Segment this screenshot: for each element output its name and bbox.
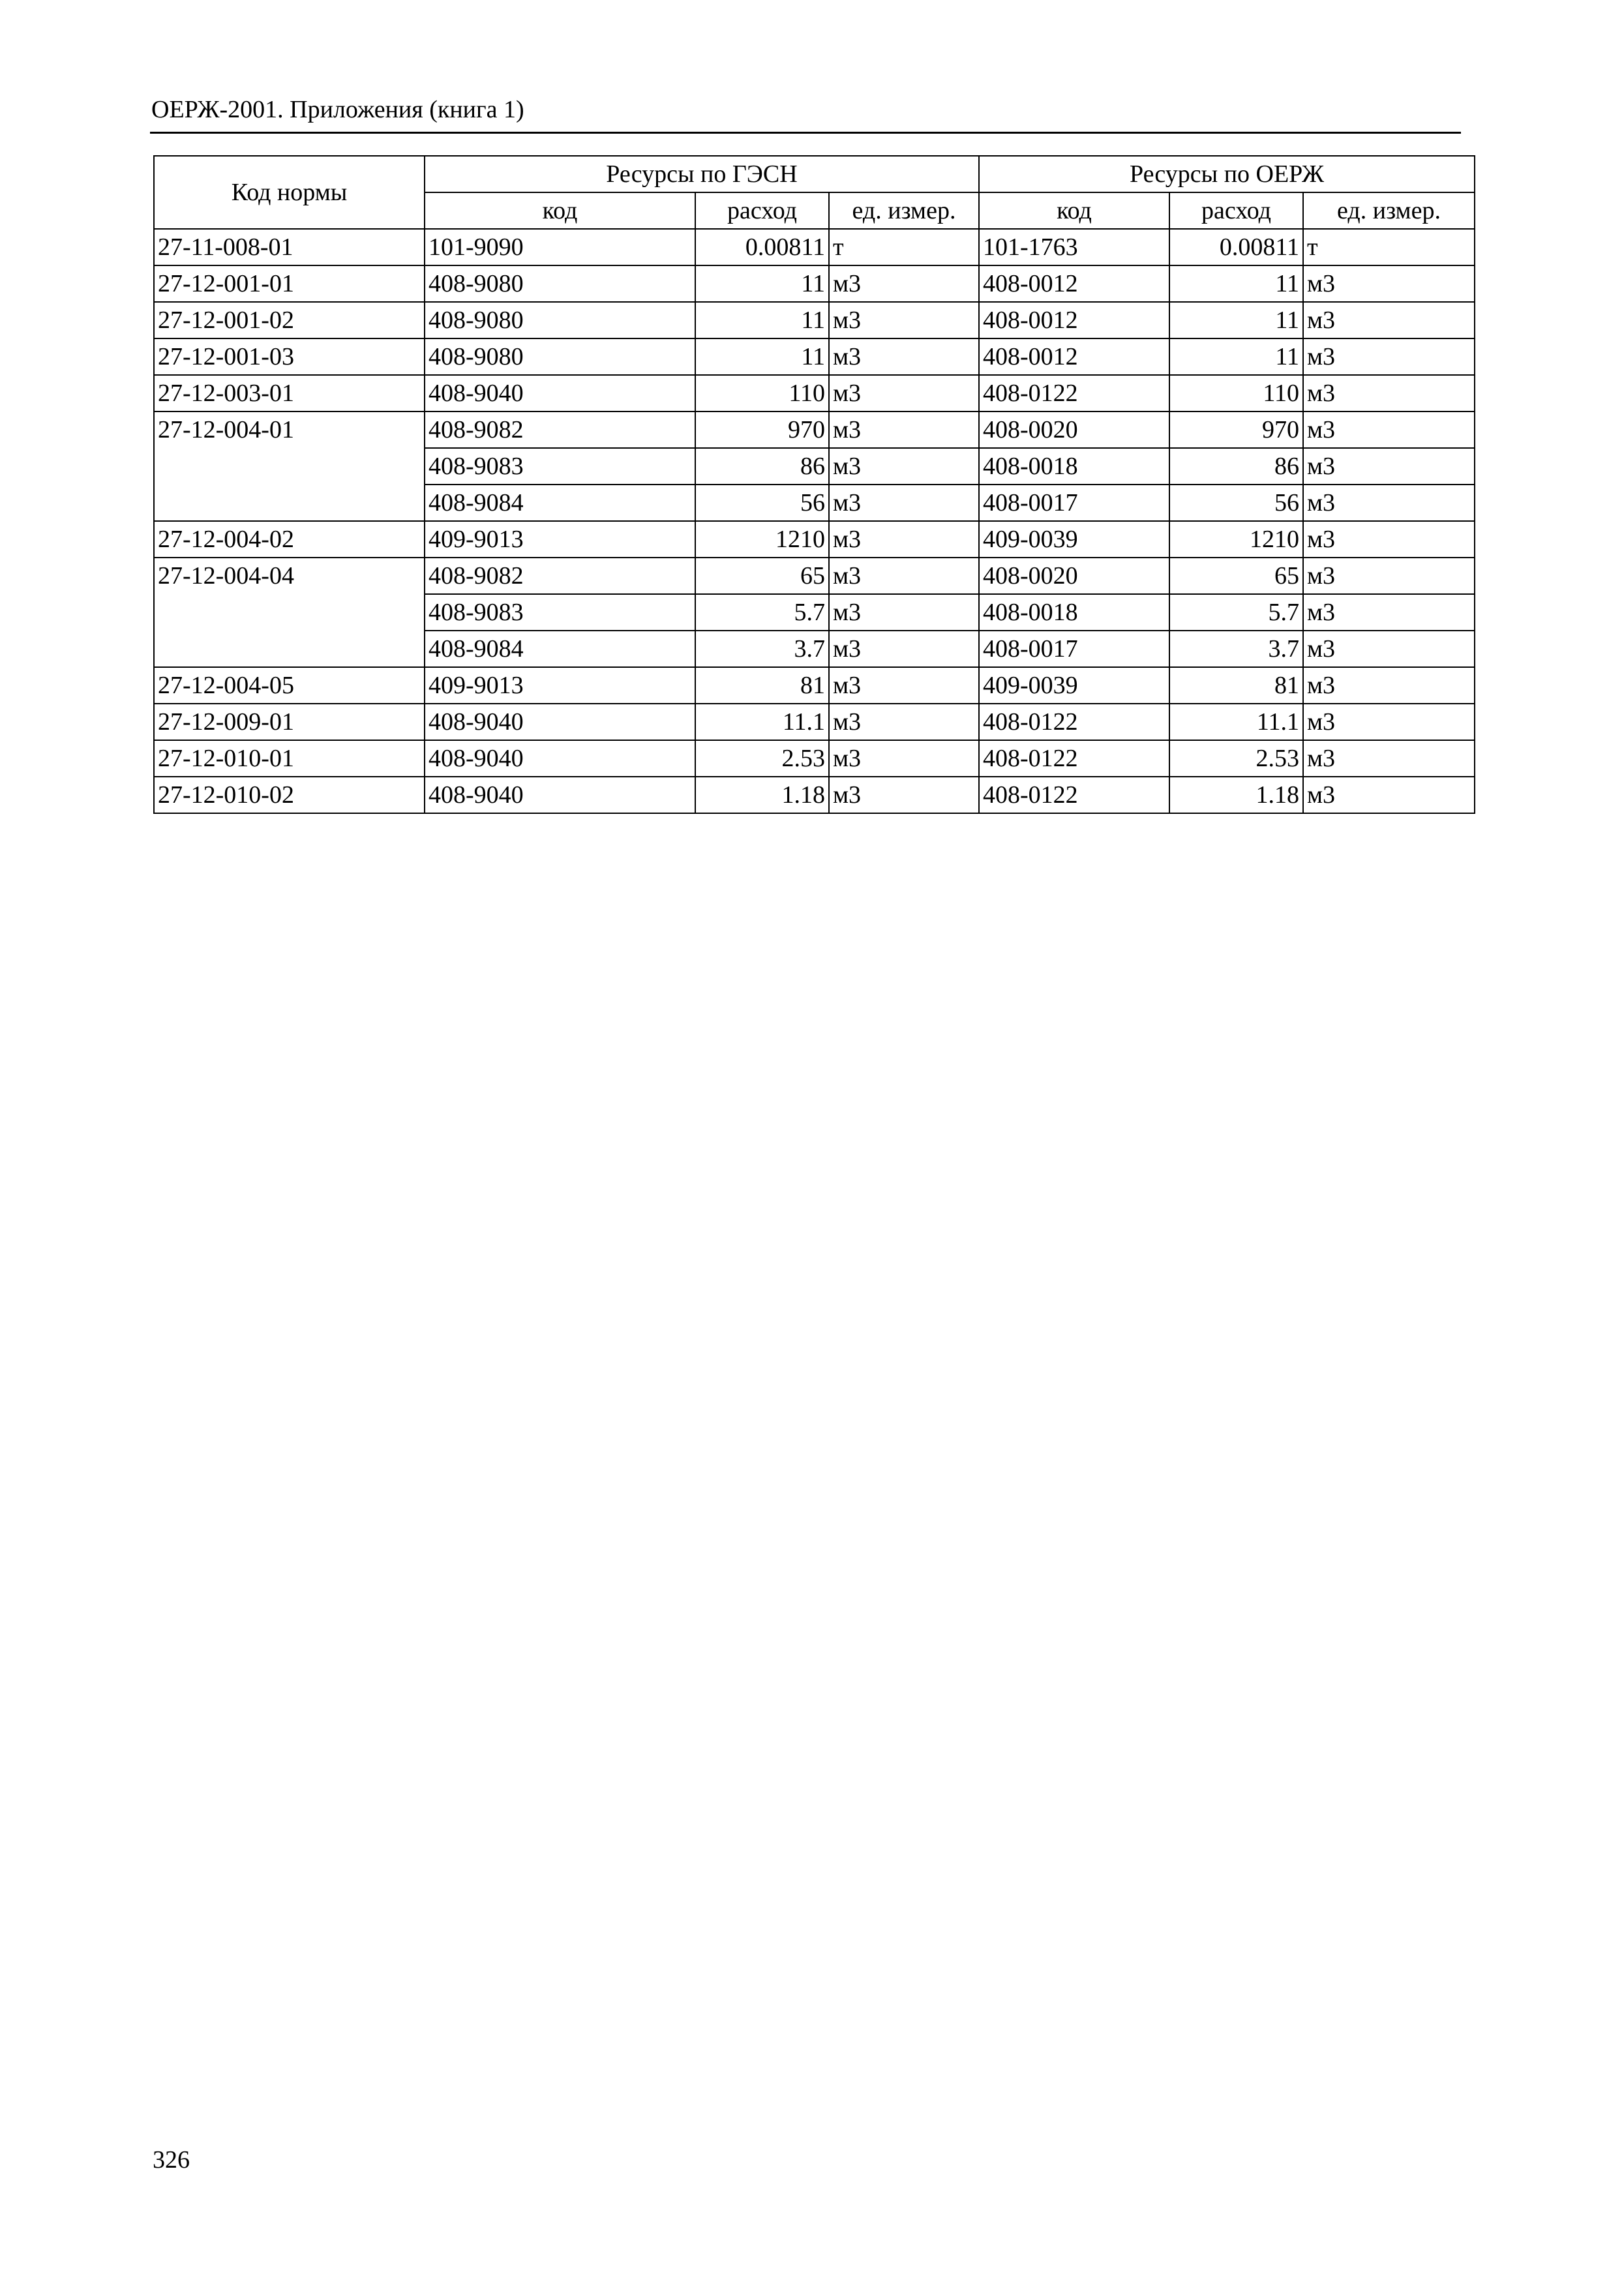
cell-norm-code: 27-12-001-03 xyxy=(154,338,425,375)
cell-gesn-rate: 970 xyxy=(695,411,829,448)
cell-oerzh-unit: м3 xyxy=(1303,777,1475,813)
cell-gesn-code: 408-9040 xyxy=(425,704,695,740)
cell-gesn-code: 408-9084 xyxy=(425,485,695,521)
column-group-oerzh: Ресурсы по ОЕРЖ xyxy=(979,156,1475,192)
cell-gesn-code: 408-9084 xyxy=(425,631,695,667)
cell-oerzh-rate: 0.00811 xyxy=(1169,229,1303,265)
cell-gesn-rate: 65 xyxy=(695,558,829,594)
cell-norm-code: 27-12-010-02 xyxy=(154,777,425,813)
cell-oerzh-code: 408-0122 xyxy=(979,375,1169,411)
cell-gesn-rate: 3.7 xyxy=(695,631,829,667)
cell-norm-code: 27-11-008-01 xyxy=(154,229,425,265)
cell-oerzh-code: 408-0018 xyxy=(979,448,1169,485)
running-header: ОЕРЖ-2001. Приложения (книга 1) xyxy=(151,96,524,123)
cell-oerzh-code: 408-0017 xyxy=(979,485,1169,521)
cell-oerzh-code: 408-0012 xyxy=(979,265,1169,302)
cell-gesn-unit: м3 xyxy=(829,375,979,411)
cell-oerzh-code: 408-0012 xyxy=(979,338,1169,375)
cell-oerzh-code: 408-0020 xyxy=(979,558,1169,594)
cell-norm-code: 27-12-001-02 xyxy=(154,302,425,338)
cell-gesn-code: 408-9080 xyxy=(425,302,695,338)
cell-oerzh-rate: 1.18 xyxy=(1169,777,1303,813)
table-row xyxy=(154,740,1475,777)
cell-gesn-unit: м3 xyxy=(829,558,979,594)
cell-gesn-rate: 56 xyxy=(695,485,829,521)
cell-norm-code: 27-12-009-01 xyxy=(154,704,425,740)
cell-gesn-unit: м3 xyxy=(829,302,979,338)
cell-gesn-unit: м3 xyxy=(829,667,979,704)
cell-oerzh-rate: 11 xyxy=(1169,338,1303,375)
cell-gesn-rate: 11 xyxy=(695,338,829,375)
table-row xyxy=(154,229,1475,265)
cell-oerzh-code: 409-0039 xyxy=(979,521,1169,558)
cell-gesn-unit: м3 xyxy=(829,777,979,813)
column-group-gesn: Ресурсы по ГЭСН xyxy=(425,156,979,192)
cell-oerzh-code: 408-0018 xyxy=(979,594,1169,631)
cell-gesn-unit: м3 xyxy=(829,631,979,667)
cell-gesn-code: 409-9013 xyxy=(425,667,695,704)
cell-gesn-unit: м3 xyxy=(829,265,979,302)
cell-oerzh-rate: 86 xyxy=(1169,448,1303,485)
table-row xyxy=(154,265,1475,302)
cell-norm-code: 27-12-004-05 xyxy=(154,667,425,704)
column-header-gesn-unit: ед. измер. xyxy=(829,192,979,229)
column-header-gesn-rate: расход xyxy=(695,192,829,229)
column-header-oerzh-rate: расход xyxy=(1169,192,1303,229)
cell-oerzh-rate: 11 xyxy=(1169,265,1303,302)
cell-oerzh-unit: м3 xyxy=(1303,375,1475,411)
cell-oerzh-unit: м3 xyxy=(1303,448,1475,485)
cell-gesn-code: 408-9083 xyxy=(425,594,695,631)
cell-oerzh-unit: м3 xyxy=(1303,631,1475,667)
cell-oerzh-rate: 2.53 xyxy=(1169,740,1303,777)
cell-gesn-code: 408-9082 xyxy=(425,411,695,448)
cell-oerzh-code: 408-0020 xyxy=(979,411,1169,448)
header-row-groups xyxy=(154,156,1475,192)
cell-oerzh-unit: м3 xyxy=(1303,521,1475,558)
cell-oerzh-unit: м3 xyxy=(1303,740,1475,777)
cell-gesn-unit: м3 xyxy=(829,411,979,448)
column-header-gesn-code: код xyxy=(425,192,695,229)
cell-oerzh-code: 408-0017 xyxy=(979,631,1169,667)
column-header-oerzh-code: код xyxy=(979,192,1169,229)
cell-oerzh-unit: м3 xyxy=(1303,594,1475,631)
cell-norm-code: 27-12-010-01 xyxy=(154,740,425,777)
cell-gesn-unit: м3 xyxy=(829,740,979,777)
cell-gesn-unit: м3 xyxy=(829,338,979,375)
cell-gesn-code: 409-9013 xyxy=(425,521,695,558)
table-row xyxy=(154,521,1475,558)
cell-oerzh-rate: 65 xyxy=(1169,558,1303,594)
table-row xyxy=(154,777,1475,813)
cell-gesn-code: 408-9082 xyxy=(425,558,695,594)
cell-gesn-rate: 1.18 xyxy=(695,777,829,813)
cell-oerzh-code: 101-1763 xyxy=(979,229,1169,265)
cell-norm-code: 27-12-004-02 xyxy=(154,521,425,558)
cell-oerzh-rate: 970 xyxy=(1169,411,1303,448)
cell-oerzh-unit: м3 xyxy=(1303,485,1475,521)
cell-gesn-rate: 81 xyxy=(695,667,829,704)
cell-oerzh-unit: м3 xyxy=(1303,411,1475,448)
cell-gesn-code: 408-9080 xyxy=(425,265,695,302)
table-row xyxy=(154,302,1475,338)
cell-oerzh-unit: м3 xyxy=(1303,338,1475,375)
cell-oerzh-code: 409-0039 xyxy=(979,667,1169,704)
cell-gesn-rate: 2.53 xyxy=(695,740,829,777)
cell-oerzh-unit: м3 xyxy=(1303,302,1475,338)
cell-gesn-unit: м3 xyxy=(829,704,979,740)
cell-gesn-rate: 0.00811 xyxy=(695,229,829,265)
cell-oerzh-code: 408-0122 xyxy=(979,704,1169,740)
cell-oerzh-rate: 11 xyxy=(1169,302,1303,338)
cell-gesn-rate: 1210 xyxy=(695,521,829,558)
table-row xyxy=(154,338,1475,375)
column-header-oerzh-unit: ед. измер. xyxy=(1303,192,1475,229)
cell-gesn-rate: 5.7 xyxy=(695,594,829,631)
table-row xyxy=(154,375,1475,411)
cell-gesn-unit: м3 xyxy=(829,594,979,631)
resources-table xyxy=(153,155,1475,814)
cell-norm-code: 27-12-003-01 xyxy=(154,375,425,411)
cell-gesn-unit: т xyxy=(829,229,979,265)
cell-norm-code: 27-12-001-01 xyxy=(154,265,425,302)
cell-oerzh-rate: 56 xyxy=(1169,485,1303,521)
cell-oerzh-code: 408-0122 xyxy=(979,740,1169,777)
cell-gesn-unit: м3 xyxy=(829,485,979,521)
cell-oerzh-code: 408-0012 xyxy=(979,302,1169,338)
cell-oerzh-rate: 11.1 xyxy=(1169,704,1303,740)
cell-gesn-code: 408-9040 xyxy=(425,740,695,777)
cell-gesn-code: 408-9080 xyxy=(425,338,695,375)
table-row xyxy=(154,411,1475,448)
cell-gesn-code: 408-9083 xyxy=(425,448,695,485)
cell-oerzh-code: 408-0122 xyxy=(979,777,1169,813)
cell-gesn-code: 408-9040 xyxy=(425,777,695,813)
cell-oerzh-rate: 1210 xyxy=(1169,521,1303,558)
cell-gesn-rate: 11.1 xyxy=(695,704,829,740)
cell-oerzh-unit: т xyxy=(1303,229,1475,265)
cell-norm-code: 27-12-004-01 xyxy=(154,411,425,521)
cell-oerzh-unit: м3 xyxy=(1303,265,1475,302)
header-rule xyxy=(150,132,1461,134)
cell-oerzh-rate: 3.7 xyxy=(1169,631,1303,667)
cell-oerzh-unit: м3 xyxy=(1303,558,1475,594)
cell-oerzh-rate: 5.7 xyxy=(1169,594,1303,631)
cell-gesn-rate: 11 xyxy=(695,302,829,338)
page-number: 326 xyxy=(153,2146,190,2174)
cell-gesn-code: 101-9090 xyxy=(425,229,695,265)
cell-gesn-unit: м3 xyxy=(829,448,979,485)
cell-oerzh-unit: м3 xyxy=(1303,667,1475,704)
table-row xyxy=(154,667,1475,704)
cell-gesn-rate: 110 xyxy=(695,375,829,411)
cell-gesn-rate: 86 xyxy=(695,448,829,485)
cell-gesn-rate: 11 xyxy=(695,265,829,302)
cell-gesn-code: 408-9040 xyxy=(425,375,695,411)
cell-norm-code: 27-12-004-04 xyxy=(154,558,425,667)
column-header-code-norm: Код нормы xyxy=(154,156,425,229)
table-row xyxy=(154,558,1475,594)
cell-oerzh-unit: м3 xyxy=(1303,704,1475,740)
cell-gesn-unit: м3 xyxy=(829,521,979,558)
cell-oerzh-rate: 110 xyxy=(1169,375,1303,411)
table-row xyxy=(154,704,1475,740)
cell-oerzh-rate: 81 xyxy=(1169,667,1303,704)
